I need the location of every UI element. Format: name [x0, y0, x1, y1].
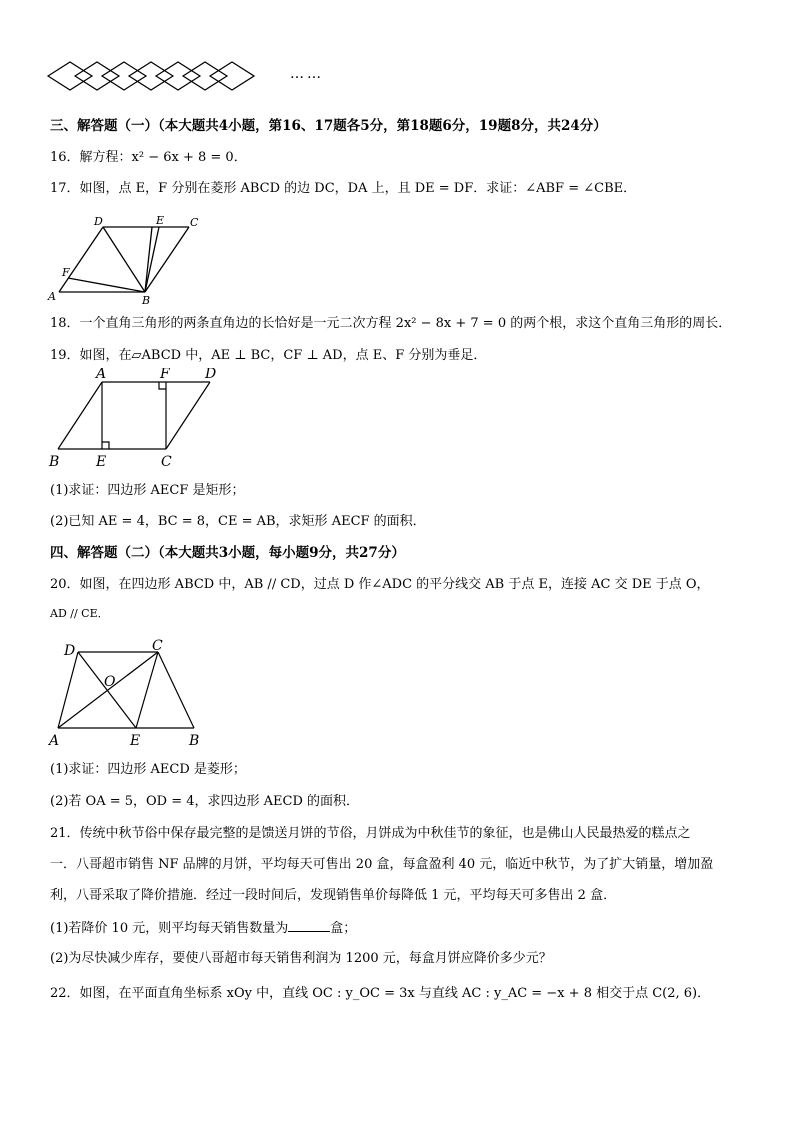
- question-20-continued: AD // CE．: [50, 607, 109, 620]
- section-3-heading: 三、解答题（一）（本大题共4小题，第16、17题各5分，第18题6分，19题8分，共24分）: [50, 118, 607, 134]
- answer-blank[interactable]: [288, 917, 330, 932]
- q20-quadrilateral-figure: [44, 638, 214, 750]
- q19-label-e: E: [96, 454, 107, 470]
- q19-label-f: F: [160, 368, 170, 382]
- q17-label-e: E: [156, 214, 165, 227]
- question-21-line-1: 21．传统中秋节俗中保存最完整的是馈送月饼的节俗，月饼成为中秋佳节的象征，也是佛山人民最热爱的糕点之: [50, 826, 691, 841]
- question-16: 16．解方程：x² − 6x + 8 = 0．: [50, 150, 247, 165]
- q20-label-c: C: [152, 638, 163, 654]
- q17-label-b: B: [142, 294, 151, 307]
- question-21-line-2: 一．八哥超市销售 NF 品牌的月饼，平均每天可售出 20 盒，每盒盈利 40 元，临近中秋节，为了扩大销量，增加盈: [50, 857, 714, 872]
- q20-label-e: E: [130, 733, 141, 749]
- q19-label-d: D: [205, 368, 217, 382]
- q17-label-d: D: [94, 215, 103, 228]
- question-21-line-3: 利，八哥采取了降价措施．经过一段时间后，发现销售单价每降低 1 元，平均每天可多售出 2 盒．: [50, 888, 617, 903]
- question-19: 19．如图，在▱ABCD 中，AE ⊥ BC，CF ⊥ AD，点 E、F 分别为垂足．: [50, 348, 487, 363]
- q20-label-o: O: [104, 674, 116, 690]
- question-20-part-1: (1)求证：四边形 AECD 是菱形；: [50, 762, 246, 777]
- q17-label-a: A: [48, 290, 56, 303]
- q19-parallelogram-figure: [44, 368, 224, 473]
- q19-label-a: A: [96, 368, 107, 382]
- q20-label-d: D: [64, 643, 76, 659]
- pattern-ellipsis: ……: [290, 66, 324, 82]
- question-22: 22．如图，在平面直角坐标系 xOy 中，直线 OC : y_OC = 3x 与直线 AC : y_AC = −x + 8 相交于点 C(2, 6)．: [50, 986, 711, 1001]
- q17-label-f: F: [62, 266, 70, 279]
- q20-label-a: A: [49, 733, 60, 749]
- question-20: 20．如图，在四边形 ABCD 中，AB // CD，过点 D 作∠ADC 的平分线交 AB 于点 E，连接 AC 交 DE 于点 O，: [50, 577, 710, 592]
- q19-label-b: B: [49, 454, 60, 470]
- q21-part1-text: (1)若降价 10 元，则平均每天销售数量为: [50, 921, 289, 936]
- question-20-part-2: (2)若 OA = 5，OD = 4，求四边形 AECD 的面积．: [50, 794, 360, 809]
- question-19-part-1: (1)求证：四边形 AECF 是矩形；: [50, 483, 245, 498]
- q17-rhombus-figure: [44, 212, 214, 307]
- question-19-part-2: (2)已知 AE = 4，BC = 8，CE = AB，求矩形 AECF 的面积．: [50, 514, 426, 529]
- q20-label-b: B: [189, 733, 200, 749]
- question-18: 18．一个直角三角形的两条直角边的长恰好是一元二次方程 2x² − 8x + 7 = 0 的两个根，求这个直角三角形的周长．: [50, 316, 732, 331]
- section-4-heading: 四、解答题（二）（本大题共3小题，每小题9分，共27分）: [50, 545, 405, 561]
- q21-part1-suffix: 盒；: [330, 921, 357, 936]
- question-21-part-1: [50, 917, 356, 939]
- q17-label-c: C: [190, 216, 199, 229]
- question-21-part-2: (2)为尽快减少库存，要使八哥超市每天销售利润为 1200 元，每盒月饼应降价多少元？: [50, 951, 552, 966]
- q19-label-c: C: [161, 454, 172, 470]
- question-17: 17．如图，点 E，F 分别在菱形 ABCD 的边 DC，DA 上，且 DE = DF．求证：∠ABF = ∠CBE．: [50, 181, 637, 196]
